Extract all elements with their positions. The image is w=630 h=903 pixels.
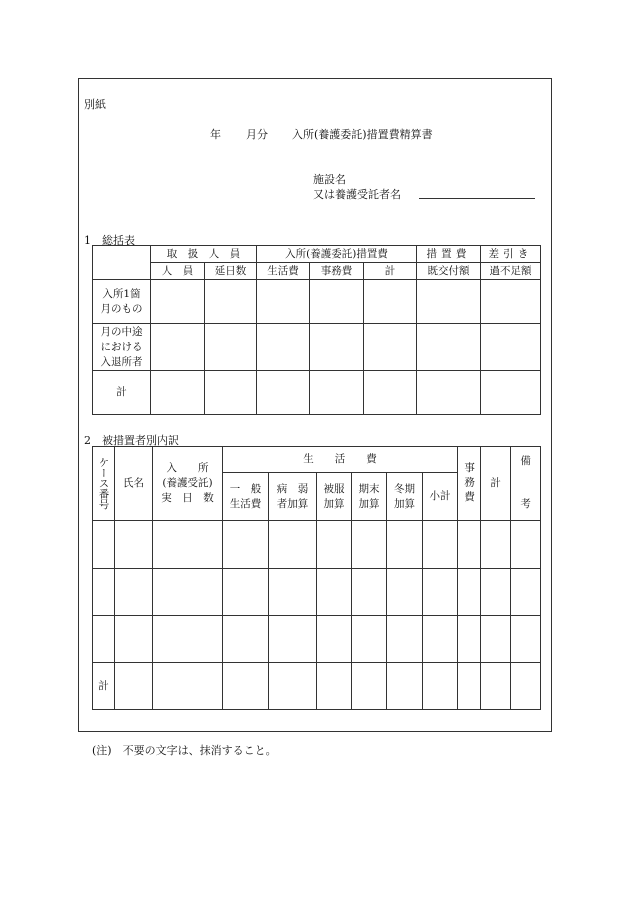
table-row — [93, 616, 541, 663]
table-cell[interactable] — [269, 569, 317, 616]
attachment-label: 別紙 — [84, 98, 106, 111]
table-cell[interactable] — [317, 521, 352, 569]
table-cell[interactable] — [257, 280, 310, 324]
header-paid: 措置費 — [417, 246, 481, 263]
row-label-full-month: 入所1箇 月のもの — [93, 280, 151, 324]
total-row — [93, 663, 541, 710]
header-blank — [93, 246, 151, 280]
table-cell[interactable] — [481, 371, 541, 415]
footnote: (注) 不要の文字は、抹消すること。 — [92, 744, 277, 757]
header-case-no: ケース番号 — [93, 447, 115, 521]
table-cell[interactable] — [115, 521, 153, 569]
header-total: 計 — [481, 447, 511, 521]
header-remarks: 備 考 — [511, 447, 541, 521]
table-cell[interactable] — [223, 521, 269, 569]
table-cell[interactable] — [205, 371, 257, 415]
header-subtotal: 小計 — [423, 473, 458, 521]
table-cell[interactable] — [352, 569, 387, 616]
table-cell[interactable] — [511, 521, 541, 569]
table-cell[interactable] — [481, 280, 541, 324]
table-cell[interactable] — [511, 616, 541, 663]
summary-table — [92, 245, 541, 415]
facility-label: 施設名 — [313, 173, 346, 186]
table-cell[interactable] — [317, 663, 352, 710]
table-cell[interactable] — [153, 569, 223, 616]
row-label-total: 計 — [93, 371, 151, 415]
table-cell[interactable] — [257, 324, 310, 371]
table-cell[interactable] — [423, 663, 458, 710]
row-label-mid-month: 月の中途 における 入退所者 — [93, 324, 151, 371]
table-cell[interactable] — [115, 569, 153, 616]
table-cell[interactable] — [352, 521, 387, 569]
header-diff: 差引き — [481, 246, 541, 263]
table-cell[interactable] — [153, 616, 223, 663]
header-handling-people: 取 扱 人 員 — [151, 246, 257, 263]
table-cell[interactable] — [481, 663, 511, 710]
header-total: 計 — [364, 263, 417, 280]
table-cell[interactable] — [364, 280, 417, 324]
table-cell[interactable] — [387, 521, 423, 569]
table-cell[interactable] — [269, 663, 317, 710]
table-cell[interactable] — [511, 569, 541, 616]
table-cell[interactable] — [153, 521, 223, 569]
document-title: 入所(養護委託)措置費精算書 — [292, 128, 433, 141]
table-cell[interactable] — [310, 280, 364, 324]
table-cell[interactable] — [223, 663, 269, 710]
table-cell[interactable] — [387, 616, 423, 663]
table-cell[interactable] — [115, 616, 153, 663]
table-cell[interactable] — [223, 569, 269, 616]
header-clothing-addition: 被服 加算 — [317, 473, 352, 521]
header-office: 事務費 — [310, 263, 364, 280]
table-cell[interactable] — [364, 324, 417, 371]
table-cell[interactable] — [364, 371, 417, 415]
table-cell[interactable] — [93, 569, 115, 616]
table-cell[interactable] — [481, 521, 511, 569]
table-cell[interactable] — [269, 616, 317, 663]
table-cell[interactable] — [417, 280, 481, 324]
header-paid-amount: 既交付額 — [417, 263, 481, 280]
table-row — [93, 569, 541, 616]
table-cell[interactable] — [481, 616, 511, 663]
table-cell[interactable] — [93, 521, 115, 569]
table-cell[interactable] — [310, 371, 364, 415]
table-cell[interactable] — [352, 663, 387, 710]
table-cell[interactable] — [310, 324, 364, 371]
table-cell[interactable] — [223, 616, 269, 663]
header-living: 生活費 — [257, 263, 310, 280]
header-actual-days: 入 所 (養護受託) 実 日 数 — [153, 447, 223, 521]
table-cell[interactable] — [458, 521, 481, 569]
facility-name-line[interactable] — [419, 198, 535, 199]
header-days: 延日数 — [205, 263, 257, 280]
table-cell[interactable] — [151, 280, 205, 324]
table-row — [93, 521, 541, 569]
header-winter-addition: 冬期 加算 — [387, 473, 423, 521]
title-month: 月分 — [246, 128, 268, 141]
header-office-cost: 事務費 — [458, 447, 481, 521]
table-cell[interactable] — [387, 569, 423, 616]
section1-heading: 1 総括表 — [84, 234, 135, 247]
table-cell[interactable] — [423, 616, 458, 663]
table-cell[interactable] — [153, 663, 223, 710]
header-name: 氏名 — [115, 447, 153, 521]
table-cell[interactable] — [481, 324, 541, 371]
table-cell[interactable] — [317, 569, 352, 616]
table-cell[interactable] — [458, 569, 481, 616]
facility-label-2: 又は養護受託者名 — [313, 188, 401, 201]
header-living-cost: 生 活 費 — [223, 447, 458, 473]
header-term-addition: 期末 加算 — [352, 473, 387, 521]
table-cell[interactable] — [458, 616, 481, 663]
header-diff-amount: 過不足額 — [481, 263, 541, 280]
table-cell[interactable] — [115, 663, 153, 710]
table-cell[interactable] — [458, 663, 481, 710]
section2-heading: 2 被措置者別内訳 — [84, 434, 179, 447]
title-year: 年 — [210, 128, 221, 141]
table-cell[interactable] — [352, 616, 387, 663]
header-sick-addition: 病 弱 者加算 — [269, 473, 317, 521]
table-cell[interactable] — [511, 663, 541, 710]
table-cell[interactable] — [93, 616, 115, 663]
table-cell[interactable] — [423, 569, 458, 616]
table-cell[interactable] — [317, 616, 352, 663]
table-cell[interactable] — [151, 324, 205, 371]
table-cell[interactable] — [387, 663, 423, 710]
table-cell[interactable] — [417, 371, 481, 415]
header-people: 人 員 — [151, 263, 205, 280]
table-cell[interactable] — [205, 280, 257, 324]
table-cell[interactable] — [423, 521, 458, 569]
header-measure-cost: 入所(養護委託)措置費 — [257, 246, 417, 263]
table-cell[interactable] — [481, 569, 511, 616]
breakdown-table — [92, 446, 541, 710]
header-general-living: 一 般 生活費 — [223, 473, 269, 521]
row-label-total: 計 — [93, 663, 115, 710]
table-cell[interactable] — [205, 324, 257, 371]
table-cell[interactable] — [417, 324, 481, 371]
table-cell[interactable] — [151, 371, 205, 415]
table-cell[interactable] — [269, 521, 317, 569]
table-cell[interactable] — [257, 371, 310, 415]
